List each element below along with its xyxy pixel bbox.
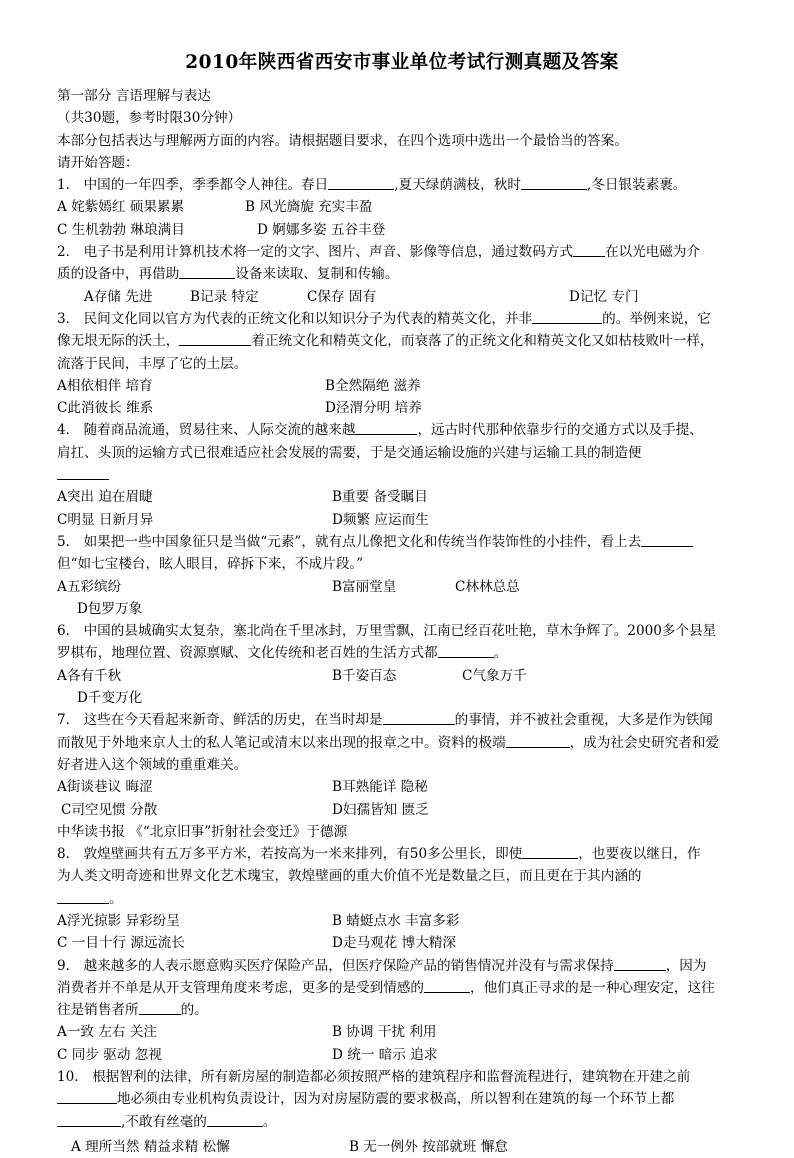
instructions: 本部分包括表达与理解两方面的内容。请根据题目要求，在四个选项中选出一个最恰当的答案。	[57, 132, 628, 149]
question-10-stem-line-3: ,不敢有丝毫的 。	[57, 1111, 747, 1133]
question-6-option-b[interactable]: B千姿百态	[332, 667, 397, 684]
question-9-option-a[interactable]: A一致 左右 关注	[57, 1024, 158, 1041]
question-7-stem-line-2: 而散见于外地来京人士的私人笔记或清末以来出现的报章之中。资料的极端 ，成为社会史研究者和爱	[57, 734, 720, 751]
document-title: 2010年陕西省西安市事业单位考试行测真题及答案	[185, 52, 619, 73]
question-10-options	[57, 1136, 747, 1158]
question-10-stem-line-2: 地必须由专业机构负责设计，因为对房屋防震的要求极高，所以智利在建筑的每一个环节上都	[57, 1088, 747, 1110]
question-2-option-a[interactable]: A存储 先进	[84, 288, 153, 305]
question-6-stem-line-1: 6． 中国的县城确实太复杂，塞北尚在千里冰封，万里雪飘，江南已经百花吐艳，草木争辉了。2000多个县星	[57, 623, 717, 640]
question-8-option-a[interactable]: A浮光掠影 异彩纷呈	[57, 912, 180, 929]
question-7-option-d[interactable]: D妇孺皆知 匮乏	[332, 801, 429, 818]
question-4-option-c[interactable]: C明显 日新月异	[57, 511, 154, 528]
question-3-options-row-2	[57, 397, 747, 419]
question-9-options-row-2	[57, 1044, 747, 1066]
question-6-options-row-1	[57, 665, 747, 687]
question-7-stem-line-3: 好者进入这个领域的重重难关。	[57, 756, 248, 773]
question-5-options-row-2	[57, 598, 747, 620]
question-8-stem-line-2: 为人类文明奇迹和世界文化艺术瑰宝，敦煌壁画的重大价值不光是数量之巨，而且更在于其内涵的	[57, 868, 642, 885]
question-6-option-a[interactable]: A各有千秋	[57, 667, 122, 684]
question-4-option-d[interactable]: D频繁 应运而生	[332, 511, 429, 528]
question-7-stem-line-1: 7． 这些在今天看起来新奇、鲜活的历史，在当时却是 的事情，并不被社会重视，大多是作为铁闻	[57, 712, 713, 729]
question-4-option-b[interactable]: B重要 备受瞩目	[332, 489, 428, 506]
question-5-option-d[interactable]: D包罗万象	[77, 600, 143, 617]
question-5-stem-line-1: 5． 如果把一些中国象征只是当做“元素”，就有点儿像把文化和传统当作装饰性的小挂件，看上去	[57, 531, 747, 553]
question-6-stem-line-2: 罗棋布，地理位置、资源禀赋、文化传统和老百姓的生活方式都 。	[57, 645, 508, 662]
question-9-stem-line-3: 往是销售者所 的。	[57, 1002, 208, 1019]
question-2-option-b[interactable]: B记录 特定	[190, 288, 259, 305]
question-5-option-b[interactable]: B富丽堂皇	[332, 578, 397, 595]
question-6-options-row-2	[57, 687, 747, 709]
question-3-option-d[interactable]: D泾渭分明 培养	[325, 400, 422, 417]
question-1-option-d[interactable]: D 婀娜多姿 五谷丰登	[257, 221, 386, 238]
start-prompt: 请开始答题：	[57, 154, 139, 171]
question-3-options-row-1	[57, 375, 747, 397]
question-10-option-b[interactable]: B 无一例外 按部就班 懈怠	[349, 1138, 508, 1155]
question-7-option-b[interactable]: B耳熟能详 隐秘	[332, 779, 428, 796]
document-page	[57, 48, 747, 1158]
question-3-stem-line-1: 3． 民间文化同以官方为代表的正统文化和以知识分子为代表的精英文化，并非 的。举例来说，它	[57, 310, 711, 327]
question-7-options-row-1	[57, 776, 747, 798]
question-10-option-a[interactable]: A 理所当然 精益求精 松懈	[71, 1138, 230, 1155]
question-8-stem-line-3: 。	[57, 888, 747, 910]
question-2-option-d[interactable]: D记忆 专门	[569, 288, 639, 305]
question-5-options-row-1	[57, 576, 747, 598]
question-5-option-c[interactable]: C林林总总	[455, 578, 520, 595]
question-9-option-b[interactable]: B 协调 干扰 利用	[332, 1024, 437, 1041]
question-6-option-d[interactable]: D千变万化	[77, 690, 143, 707]
question-3-option-c[interactable]: C此消彼长 维系	[57, 400, 154, 417]
time-limit-note: （共30题，参考时限30分钟）	[57, 110, 242, 127]
question-9-options-row-1	[57, 1021, 747, 1043]
question-3-stem-line-3: 流落于民间，丰厚了它的土层。	[57, 355, 248, 372]
question-4-option-a[interactable]: A突出 迫在眉睫	[57, 489, 153, 506]
question-10-stem-line-1: 10． 根据智利的法律，所有新房屋的制造都必须按照严格的建筑程序和监督流程进行，建筑物在开建之前	[57, 1069, 691, 1086]
question-4-options-row-1	[57, 486, 747, 508]
question-2-stem-line-2: 质的设备中，再借助 设备来读取、复制和传输。	[57, 266, 399, 283]
question-1-options-row-1	[57, 196, 747, 218]
question-7-options-row-2	[57, 799, 747, 821]
part-heading: 第一部分 言语理解与表达	[57, 88, 211, 104]
question-8-options-row-1	[57, 910, 747, 932]
question-4-options-row-2	[57, 509, 747, 531]
question-9-option-d[interactable]: D 统一 暗示 追求	[332, 1046, 438, 1063]
question-8-options-row-2	[57, 932, 747, 954]
question-7-option-c[interactable]: C司空见惯 分散	[61, 801, 158, 818]
question-3-stem-line-2: 像无垠无际的沃土， 着正统文化和精英文化，而衰落了的正统文化和精英文化又如枯枝败叶一样，	[57, 333, 714, 350]
question-2-stem-line-1: 2． 电子书是利用计算机技术将一定的文字、图片、声音、影像等信息，通过数码方式 在以光电磁为介	[57, 244, 701, 261]
question-6-option-c[interactable]: C气象万千	[462, 667, 527, 684]
question-1-options-row-2	[57, 219, 747, 241]
question-1-stem: 1． 中国的一年四季，季季都令人神往。春日 ,夏天绿荫满枝，秋时 ,冬日银装素裹。	[57, 177, 687, 194]
question-9-stem-line-1: 9． 越来越多的人表示愿意购买医疗保险产品，但医疗保险产品的销售情况并没有与需求保持 ，因为	[57, 957, 707, 974]
question-9-option-c[interactable]: C 同步 驱动 忽视	[57, 1046, 162, 1063]
question-3-option-b[interactable]: B全然隔绝 滋养	[325, 377, 421, 394]
question-8-stem-line-1: 8． 敦煌壁画共有五万多平方米，若按高为一米来排列，有50多公里长，即使 ，也要夜以继日，作	[57, 846, 701, 863]
question-5-stem-line-2: 但“如七宝楼台，眩人眼目，碎拆下来，不成片段。”	[57, 556, 364, 573]
question-5-option-a[interactable]: A五彩缤纷	[57, 578, 122, 595]
question-8-option-c[interactable]: C 一目十行 源远流长	[57, 935, 185, 952]
question-8-option-d[interactable]: D走马观花 博大精深	[332, 935, 456, 952]
question-4-stem-line-3	[57, 464, 747, 486]
question-3-option-a[interactable]: A相依相伴 培育	[57, 377, 153, 394]
question-7-source: 中华读书报 《“北京旧事”折射社会变迁》于德源	[57, 823, 348, 840]
question-1-option-a[interactable]: A 姹紫嫣红 硕果累累	[57, 199, 185, 216]
question-1-option-c[interactable]: C 生机勃勃 琳琅满目	[57, 221, 185, 238]
question-9-stem-line-2: 消费者并不单是从开支管理角度来考虑，更多的是受到情感的 ，他们真正寻求的是一种心理安定，这往	[57, 979, 715, 996]
question-8-option-b[interactable]: B 蜻蜓点水 丰富多彩	[332, 912, 460, 929]
question-4-stem-line-1: 4． 随着商品流通，贸易往来、人际交流的越来越 ，远古时代那种依靠步行的交通方式以及手提、	[57, 422, 703, 439]
question-7-option-a[interactable]: A街谈巷议 晦涩	[57, 779, 153, 796]
question-1-option-b[interactable]: B 风光旖旎 充实丰盈	[245, 199, 373, 216]
question-2-option-c[interactable]: C保存 固有	[307, 288, 377, 305]
question-2-options	[57, 286, 747, 308]
question-4-stem-line-2: 肩扛、头顶的运输方式已很难适应社会发展的需要，于是交通运输设施的兴建与运输工具的制造便	[57, 444, 642, 461]
